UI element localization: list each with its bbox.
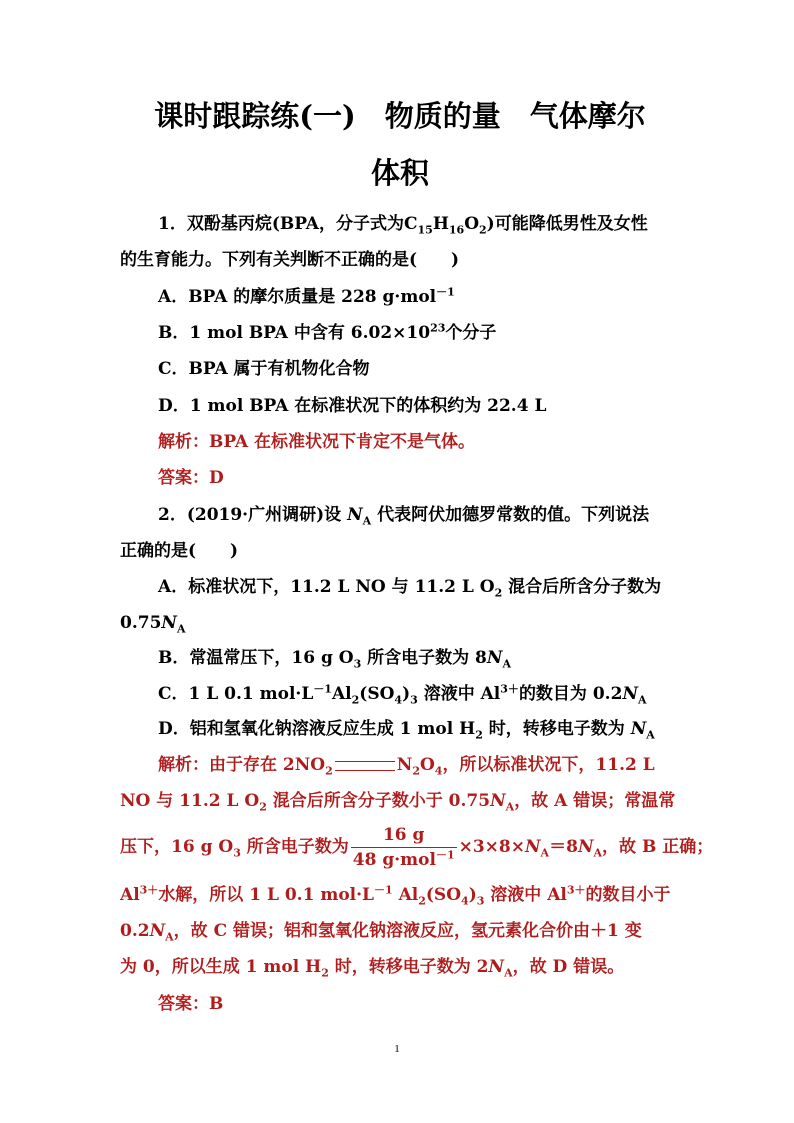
page-number: 1 bbox=[394, 1043, 400, 1055]
answer-label: 答案 bbox=[158, 468, 192, 488]
q2-option-a-cont: $0.75N_A$ bbox=[120, 613, 186, 636]
page-title: 课时跟踪练(一) 物质的量 气体摩尔 bbox=[154, 99, 646, 133]
q2-analysis-line3: 压下，16 g $O_3$ 所含电子数为 $\frac{16 g}{48 g\cdot mol^{-1}}$ $\times 3\times 8\times N_A=8N_A$，故 B 正确； bbox=[120, 825, 714, 870]
q2-answer: 答案：B bbox=[158, 994, 224, 1014]
q2-option-d: D．铝和氢氧化钠溶液反应生成 1 mol $H_2$ 时，转移电子数为 $N_A$ bbox=[158, 719, 655, 742]
q2-analysis-line5: $0.2N_A$，故 C 错误；铝和氢氧化钠溶液反应，氢元素化合价由＋1 变 bbox=[120, 921, 642, 944]
analysis-label: 解析 bbox=[158, 432, 192, 452]
q1-answer: 答案：D bbox=[158, 468, 224, 488]
q2-analysis-line2: NO 与 11.2 L $O_2$ 混合后所含分子数小于 $0.75N_A$，故 A 错误；常温常 bbox=[120, 791, 676, 814]
q1-stem: 1．双酚基丙烷(BPA，分子式为$C_{15}H_{16}O_2$)可能降低男性及女性 bbox=[158, 214, 648, 237]
q2-stem: 2．(2019·广州调研)设 $N_A$ 代表阿伏加德罗常数的值。下列说法 bbox=[158, 505, 650, 528]
equilibrium-arrow-icon bbox=[335, 761, 395, 771]
fraction: $\frac{16 g}{48 g\cdot mol^{-1}}$ bbox=[352, 825, 455, 870]
q2-analysis-line4: $Al^{3+}$水解，所以 1 L 0.1 $mol\cdot L^{-1}$ $Al_2(SO_4)_3$ 溶液中 $Al^{3+}$的数目小于 bbox=[120, 883, 671, 908]
q2-option-b: B．常温常压下，16 g $O_3$ 所含电子数为 $8N_A$ bbox=[158, 648, 511, 671]
q2-option-a: A．标准状况下，11.2 L NO 与 11.2 L $O_2$ 混合后所含分子数为 bbox=[158, 577, 662, 600]
q1-analysis: 解析：BPA 在标准状况下肯定不是气体。 bbox=[158, 432, 476, 452]
q2-stem-line2: 正确的是( ) bbox=[120, 541, 239, 561]
page-title-continued: 体积 bbox=[370, 156, 429, 190]
q1-option-d: D．1 mol BPA 在标准状况下的体积约为 22.4 L bbox=[158, 396, 547, 416]
q1-stem-line2: 的生育能力。下列有关判断不正确的是( ) bbox=[120, 250, 460, 270]
q1-option-c: C．BPA 属于有机物化合物 bbox=[158, 359, 370, 379]
q1-option-b: B．1 mol BPA 中含有 $6.02\times 10^{23}$个分子 bbox=[158, 321, 497, 343]
answer-label: 答案 bbox=[158, 994, 192, 1014]
q2-analysis-line6: 为 0，所以生成 1 mol $H_2$ 时，转移电子数为 $2N_A$，故 D 错误。 bbox=[120, 957, 625, 980]
q2-analysis-line1: 解析：由于存在 $2NO_2$ $N_2O_4$，所以标准状况下，11.2 L bbox=[158, 755, 655, 778]
q1-option-a: A．BPA 的摩尔质量是 228 g·mol$^{-1}$ bbox=[158, 285, 455, 307]
q2-option-c: C．1 L 0.1 $mol\cdot L^{-1}Al_2(SO_4)_3$ 溶液中 $Al^{3+}$的数目为 $0.2N_A$ bbox=[158, 682, 647, 707]
analysis-label: 解析 bbox=[158, 755, 192, 775]
